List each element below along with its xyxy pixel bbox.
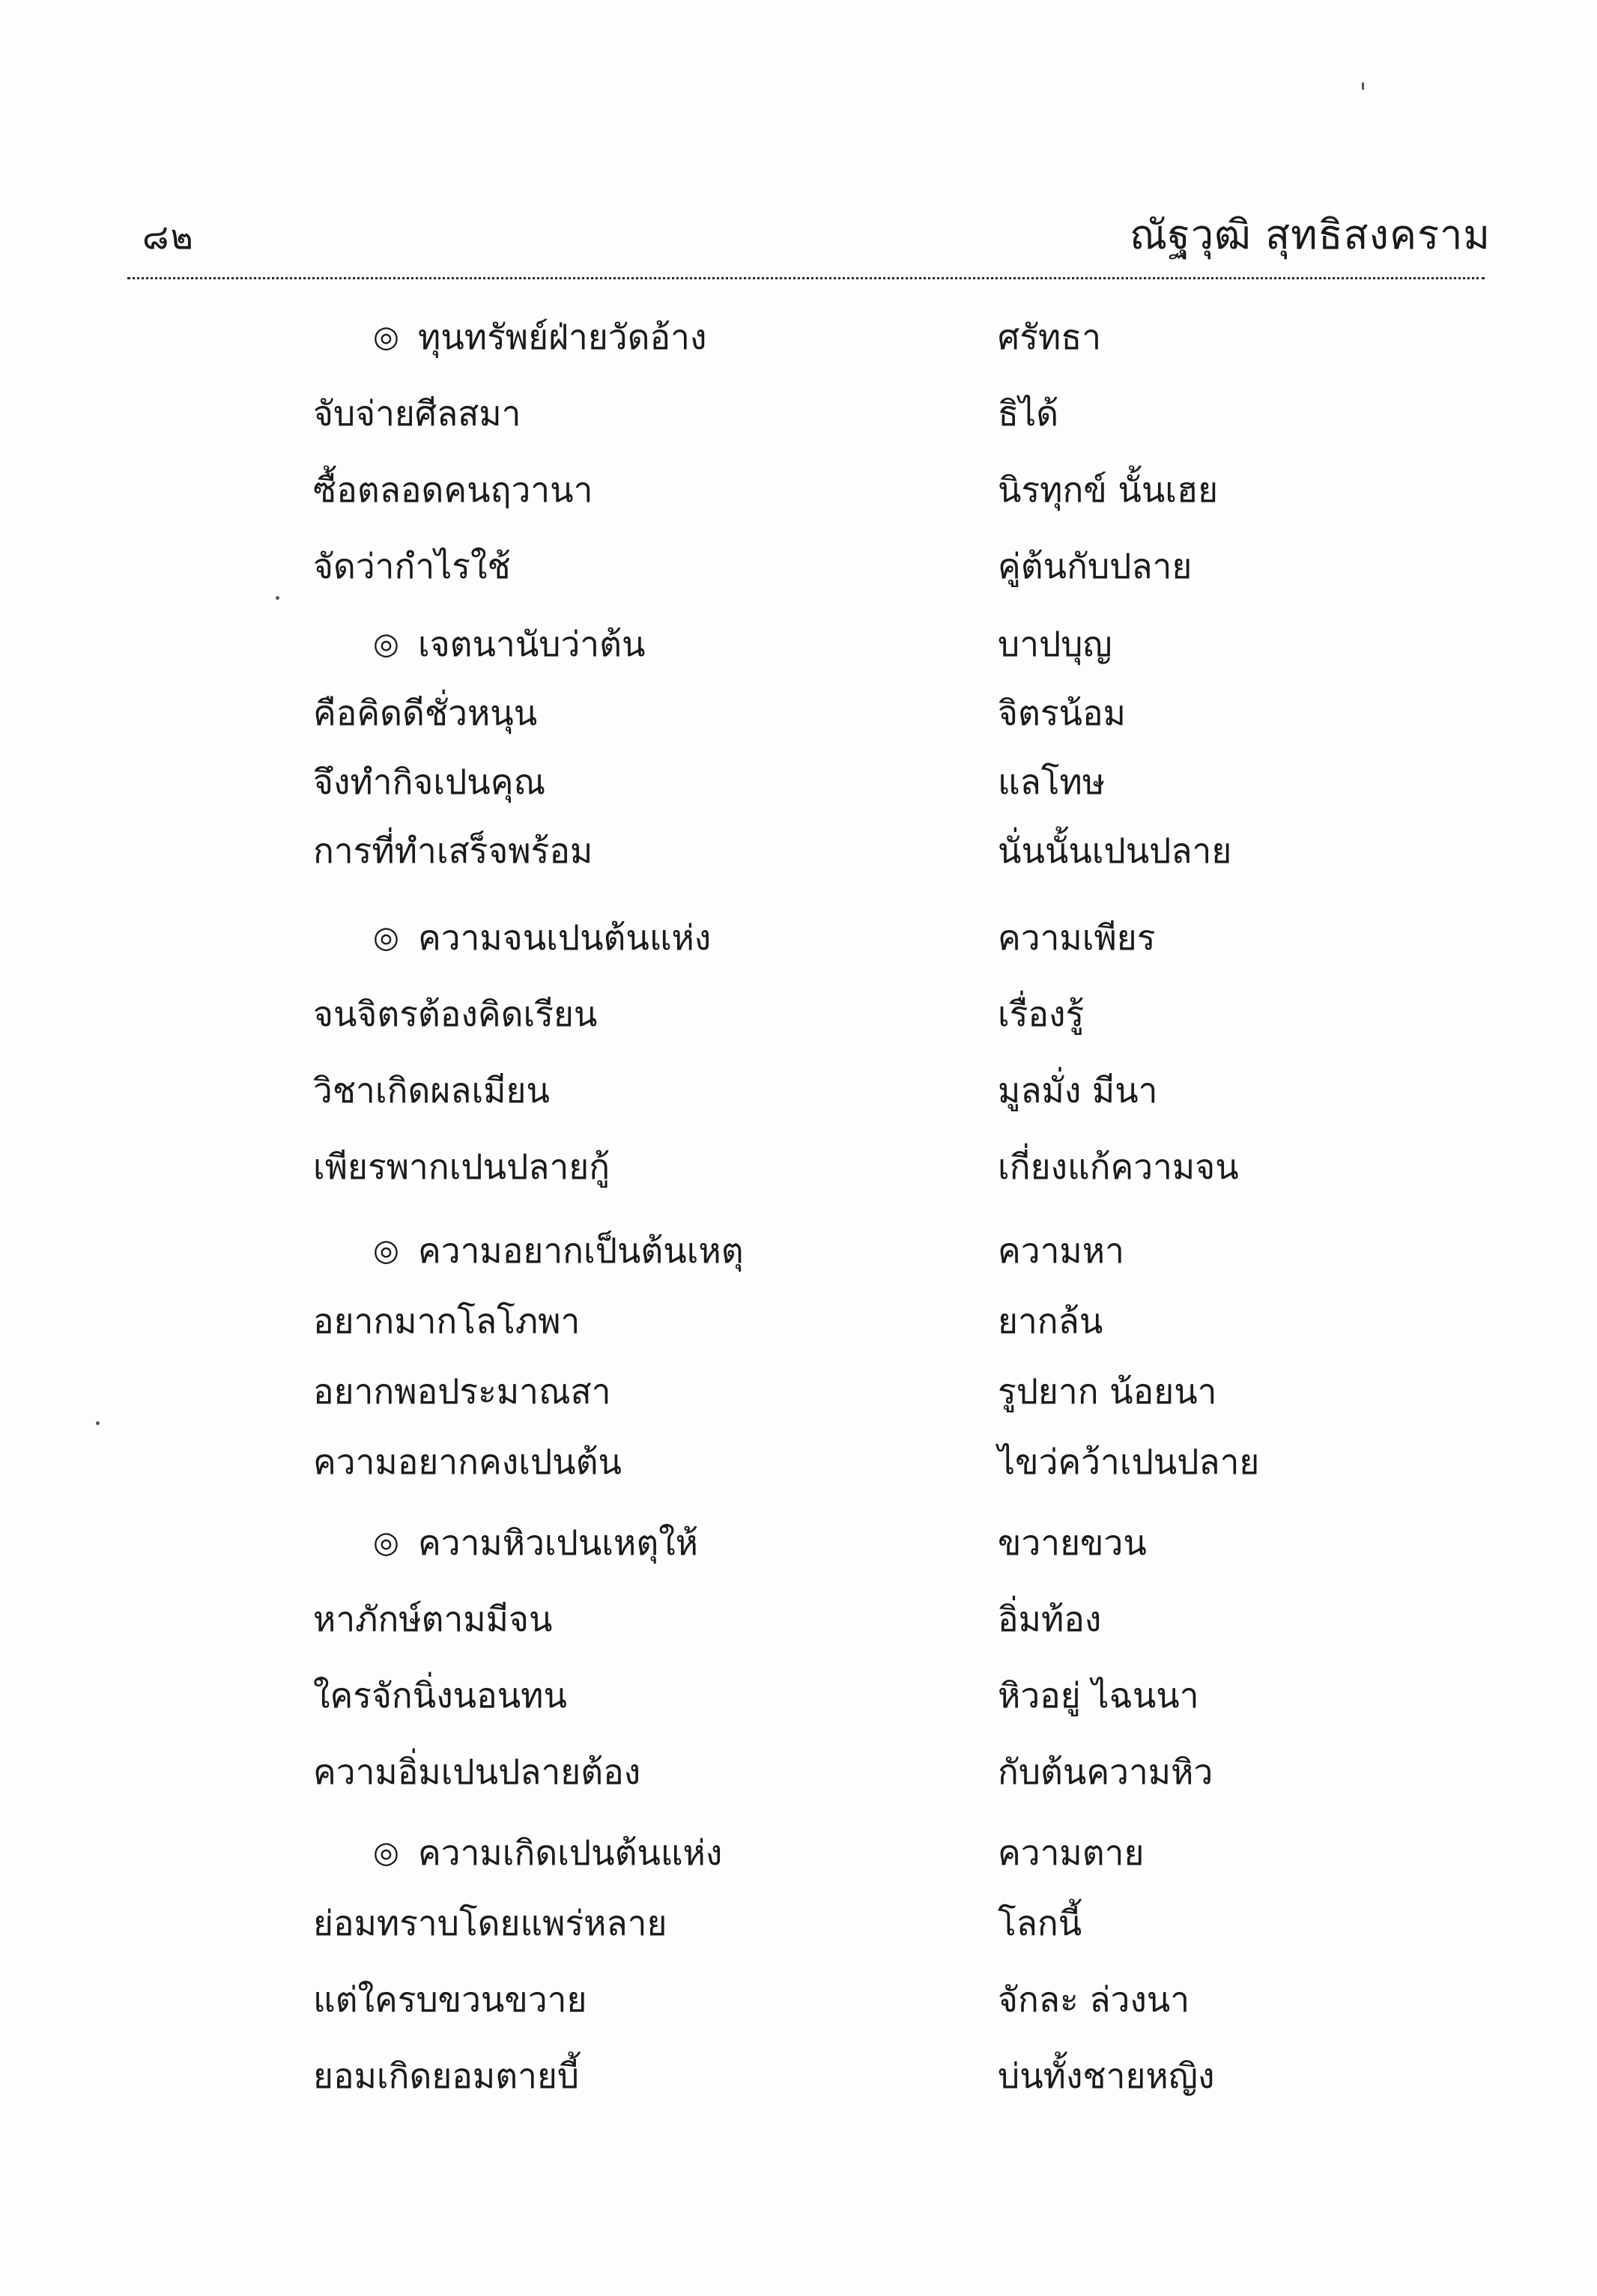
poem-line [0,1228,1597,1303]
line-left-text: อยากมากโลโภพา [313,1301,581,1341]
line-left-text: ความเกิดเปนต้นแห่ง [418,1832,723,1873]
line-left-text: ซื้อตลอดคนฤวานา [313,470,593,510]
line-left-text: จึงทำกิจเปนคุณ [313,762,546,802]
scan-speck [96,1421,100,1425]
line-left-text: หาภักษ์ตามมีจน [313,1599,553,1639]
line-right-text: แลโทษ [998,762,1106,802]
poem-line [0,1520,1597,1595]
line-left-text: ความหิวเปนเหตุให้ [418,1522,698,1563]
poem-line [0,1068,1597,1143]
line-right-text: บาปบุญ [998,624,1112,664]
line-right-text: ความเพียร [998,917,1156,958]
stanza [0,622,1597,921]
line-right-text: ความตาย [998,1832,1145,1873]
stanza-marker-icon: ◎ [373,627,399,661]
poem-line [0,2053,1597,2128]
line-right-text: เรื่องรู้ [998,994,1085,1034]
line-right-text: ขวายขวน [998,1522,1147,1563]
stanza-marker-icon: ◎ [373,1233,399,1268]
poem-line [0,1597,1597,1671]
stanza [0,1520,1597,1820]
line-left-text: จัดว่ากำไรใช้ [313,546,511,586]
line-right-text: โลกนี้ [998,1903,1082,1943]
poem-line [0,991,1597,1066]
line-right-text: หิวอยู่ ไฉนนา [998,1675,1199,1716]
poem-line [0,1977,1597,2052]
poem-line [0,759,1597,834]
scan-speck [276,596,279,600]
line-left-text: ความอิ่มเปนปลายต้อง [313,1752,641,1792]
line-left-text: เจตนานับว่าต้น [418,624,646,664]
line-right-text: ไขว่คว้าเปนปลาย [998,1442,1260,1482]
line-right-text: คู่ต้นกับปลาย [998,546,1193,586]
poem-line [0,391,1597,466]
line-left-text: อยากพอประมาณสา [313,1371,611,1412]
line-right-text: จิตรน้อม [998,693,1126,733]
stanza [0,1830,1597,2130]
line-right-text: ธิได้ [998,393,1059,434]
poem-line [0,828,1597,903]
line-left-text: ยอมเกิดยอมตายบี้ [313,2056,580,2096]
poem-line [0,915,1597,990]
poem-line [0,1830,1597,1905]
line-left-text: จับจ่ายศีลสมา [313,393,521,434]
line-left-text: เพียรพากเปนปลายกู้ [313,1147,610,1187]
running-title: ณัฐวุฒิ สุทธิสงคราม [1129,211,1491,258]
stanza-marker-icon: ◎ [373,920,399,955]
line-left-text: ใครจักนิ่งนอนทน [313,1675,567,1716]
poem-line [0,1901,1597,1975]
line-left-text: จนจิตรต้องคิดเรียน [313,994,598,1034]
poem-line [0,467,1597,542]
stanza-marker-icon: ◎ [373,1525,399,1560]
line-left-text: ย่อมทราบโดยแพร่หลาย [313,1903,667,1943]
scan-speck [1362,82,1364,90]
poem-line [0,622,1597,696]
stanza-marker-icon: ◎ [373,320,399,354]
line-left-text: แต่ใครบขวนขวาย [313,1979,587,2020]
line-right-text: ยากล้น [998,1301,1103,1341]
poem-line [0,1439,1597,1514]
poem-line [0,1369,1597,1444]
line-left-text: ความอยากคงเปนต้น [313,1442,622,1482]
poem-line [0,690,1597,765]
stanza [0,915,1597,1215]
page-number: ๘๒ [142,216,195,257]
line-right-text: บ่นทั้งชายหญิง [998,2056,1215,2096]
stanza-marker-icon: ◎ [373,1835,399,1870]
line-right-text: นั่นนั้นเปนปลาย [998,830,1232,871]
line-left-text: ความจนเปนต้นแห่ง [418,917,712,958]
line-right-text: นิรทุกข์ นั้นเฮย [998,470,1219,510]
line-right-text: เกี่ยงแก้ความจน [998,1147,1239,1187]
line-right-text: จักละ ล่วงนา [998,1979,1190,2020]
line-right-text: กับต้นความหิว [998,1752,1213,1792]
stanza [0,1228,1597,1528]
line-left-text: ทุนทรัพย์ฝ่ายวัดอ้าง [418,317,707,357]
poem-line [0,544,1597,619]
line-right-text: ความหา [998,1230,1124,1271]
poem-line [0,315,1597,389]
line-right-text: ศรัทธา [998,317,1102,357]
poem-line [0,1144,1597,1219]
line-right-text: รูปยาก น้อยนา [998,1371,1217,1412]
stanza [0,315,1597,614]
line-right-text: มูลมั่ง มีนา [998,1070,1158,1111]
line-left-text: ความอยากเป็นต้นเหตุ [418,1230,744,1271]
line-left-text: วิชาเกิดผลเมียน [313,1070,550,1111]
line-right-text: อิ่มท้อง [998,1599,1102,1639]
line-left-text: คือคิดดีชั่วหนุน [313,693,538,733]
poem-line [0,1749,1597,1824]
line-left-text: การที่ทำเสร็จพร้อม [313,830,593,871]
poem-line [0,1299,1597,1373]
poem-line [0,1673,1597,1748]
